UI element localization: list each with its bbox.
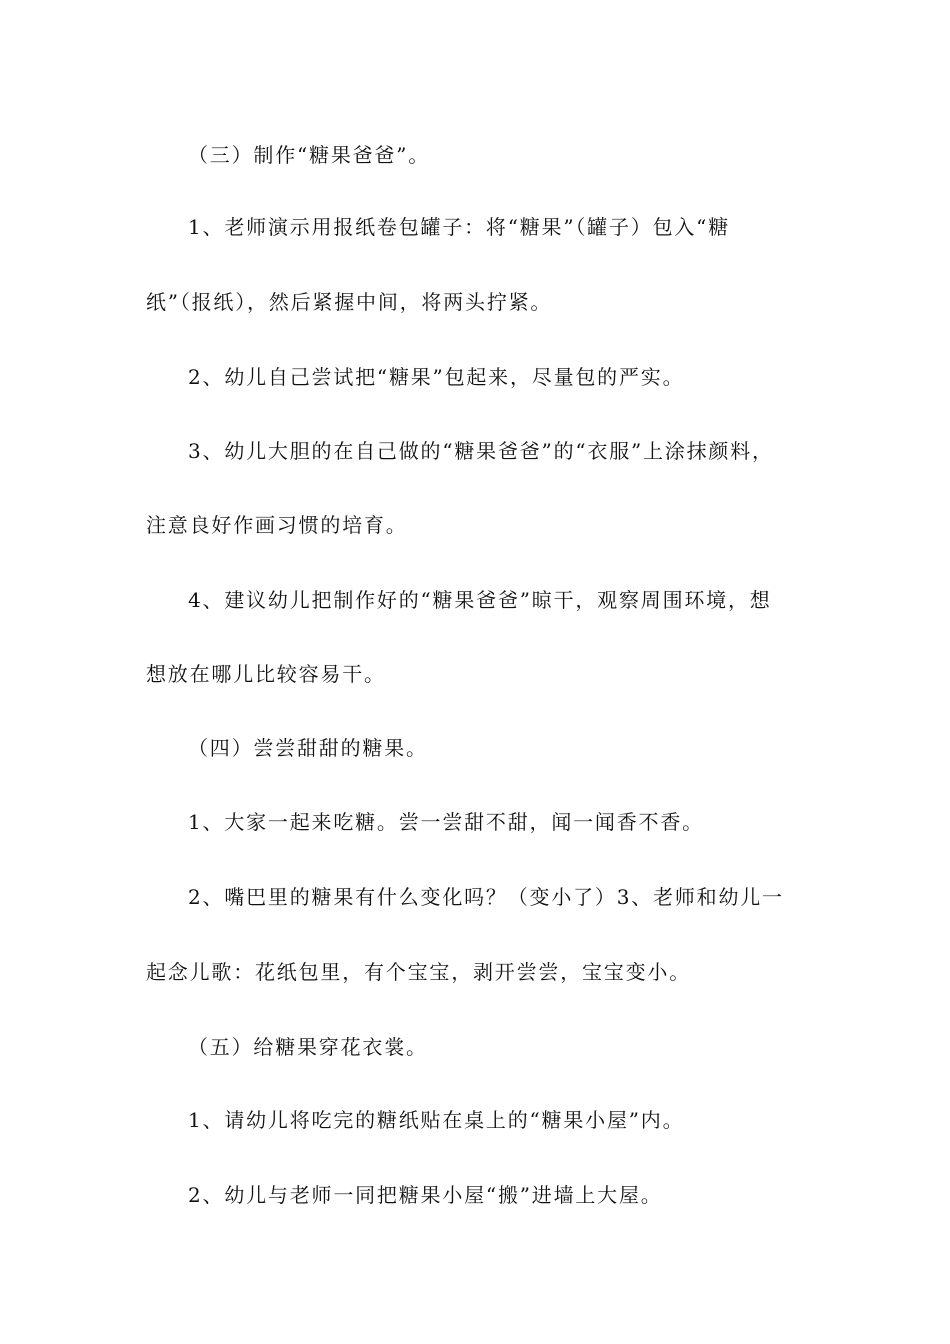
section-heading-5: （五）给糖果穿花衣裳。 <box>188 1035 428 1059</box>
paragraph-line: 1、请幼儿将吃完的糖纸贴在桌上的“糖果小屋”内。 <box>188 1108 685 1132</box>
section-heading-3: （三）制作“糖果爸爸”。 <box>188 143 431 167</box>
paragraph-line: 2、嘴巴里的糖果有什么变化吗？（变小了）3、老师和幼儿一 <box>188 885 784 909</box>
paragraph-line: 3、幼儿大胆的在自己做的“糖果爸爸”的“衣服”上涂抹颜料， <box>188 439 774 463</box>
paragraph-line: 2、幼儿自己尝试把“糖果”包起来，尽量包的严实。 <box>188 365 685 389</box>
section-heading-4: （四）尝尝甜甜的糖果。 <box>188 736 428 760</box>
paragraph-line: 2、幼儿与老师一同把糖果小屋“搬”进墙上大屋。 <box>188 1183 663 1207</box>
paragraph-line: 起念儿歌：花纸包里，有个宝宝，剥开尝尝，宝宝变小。 <box>146 960 691 984</box>
paragraph-line: 4、建议幼儿把制作好的“糖果爸爸”晾干，观察周围环境，想 <box>188 588 772 612</box>
paragraph-line: 1、老师演示用报纸卷包罐子：将“糖果”（罐子）包入“糖 <box>188 215 730 239</box>
paragraph-line: 想放在哪儿比较容易干。 <box>146 662 386 686</box>
paragraph-line: 1、大家一起来吃糖。尝一尝甜不甜，闻一闻香不香。 <box>188 810 704 834</box>
paragraph-line: 注意良好作画习惯的培育。 <box>146 513 408 537</box>
paragraph-line: 纸”（报纸），然后紧握中间，将两头拧紧。 <box>146 290 553 314</box>
